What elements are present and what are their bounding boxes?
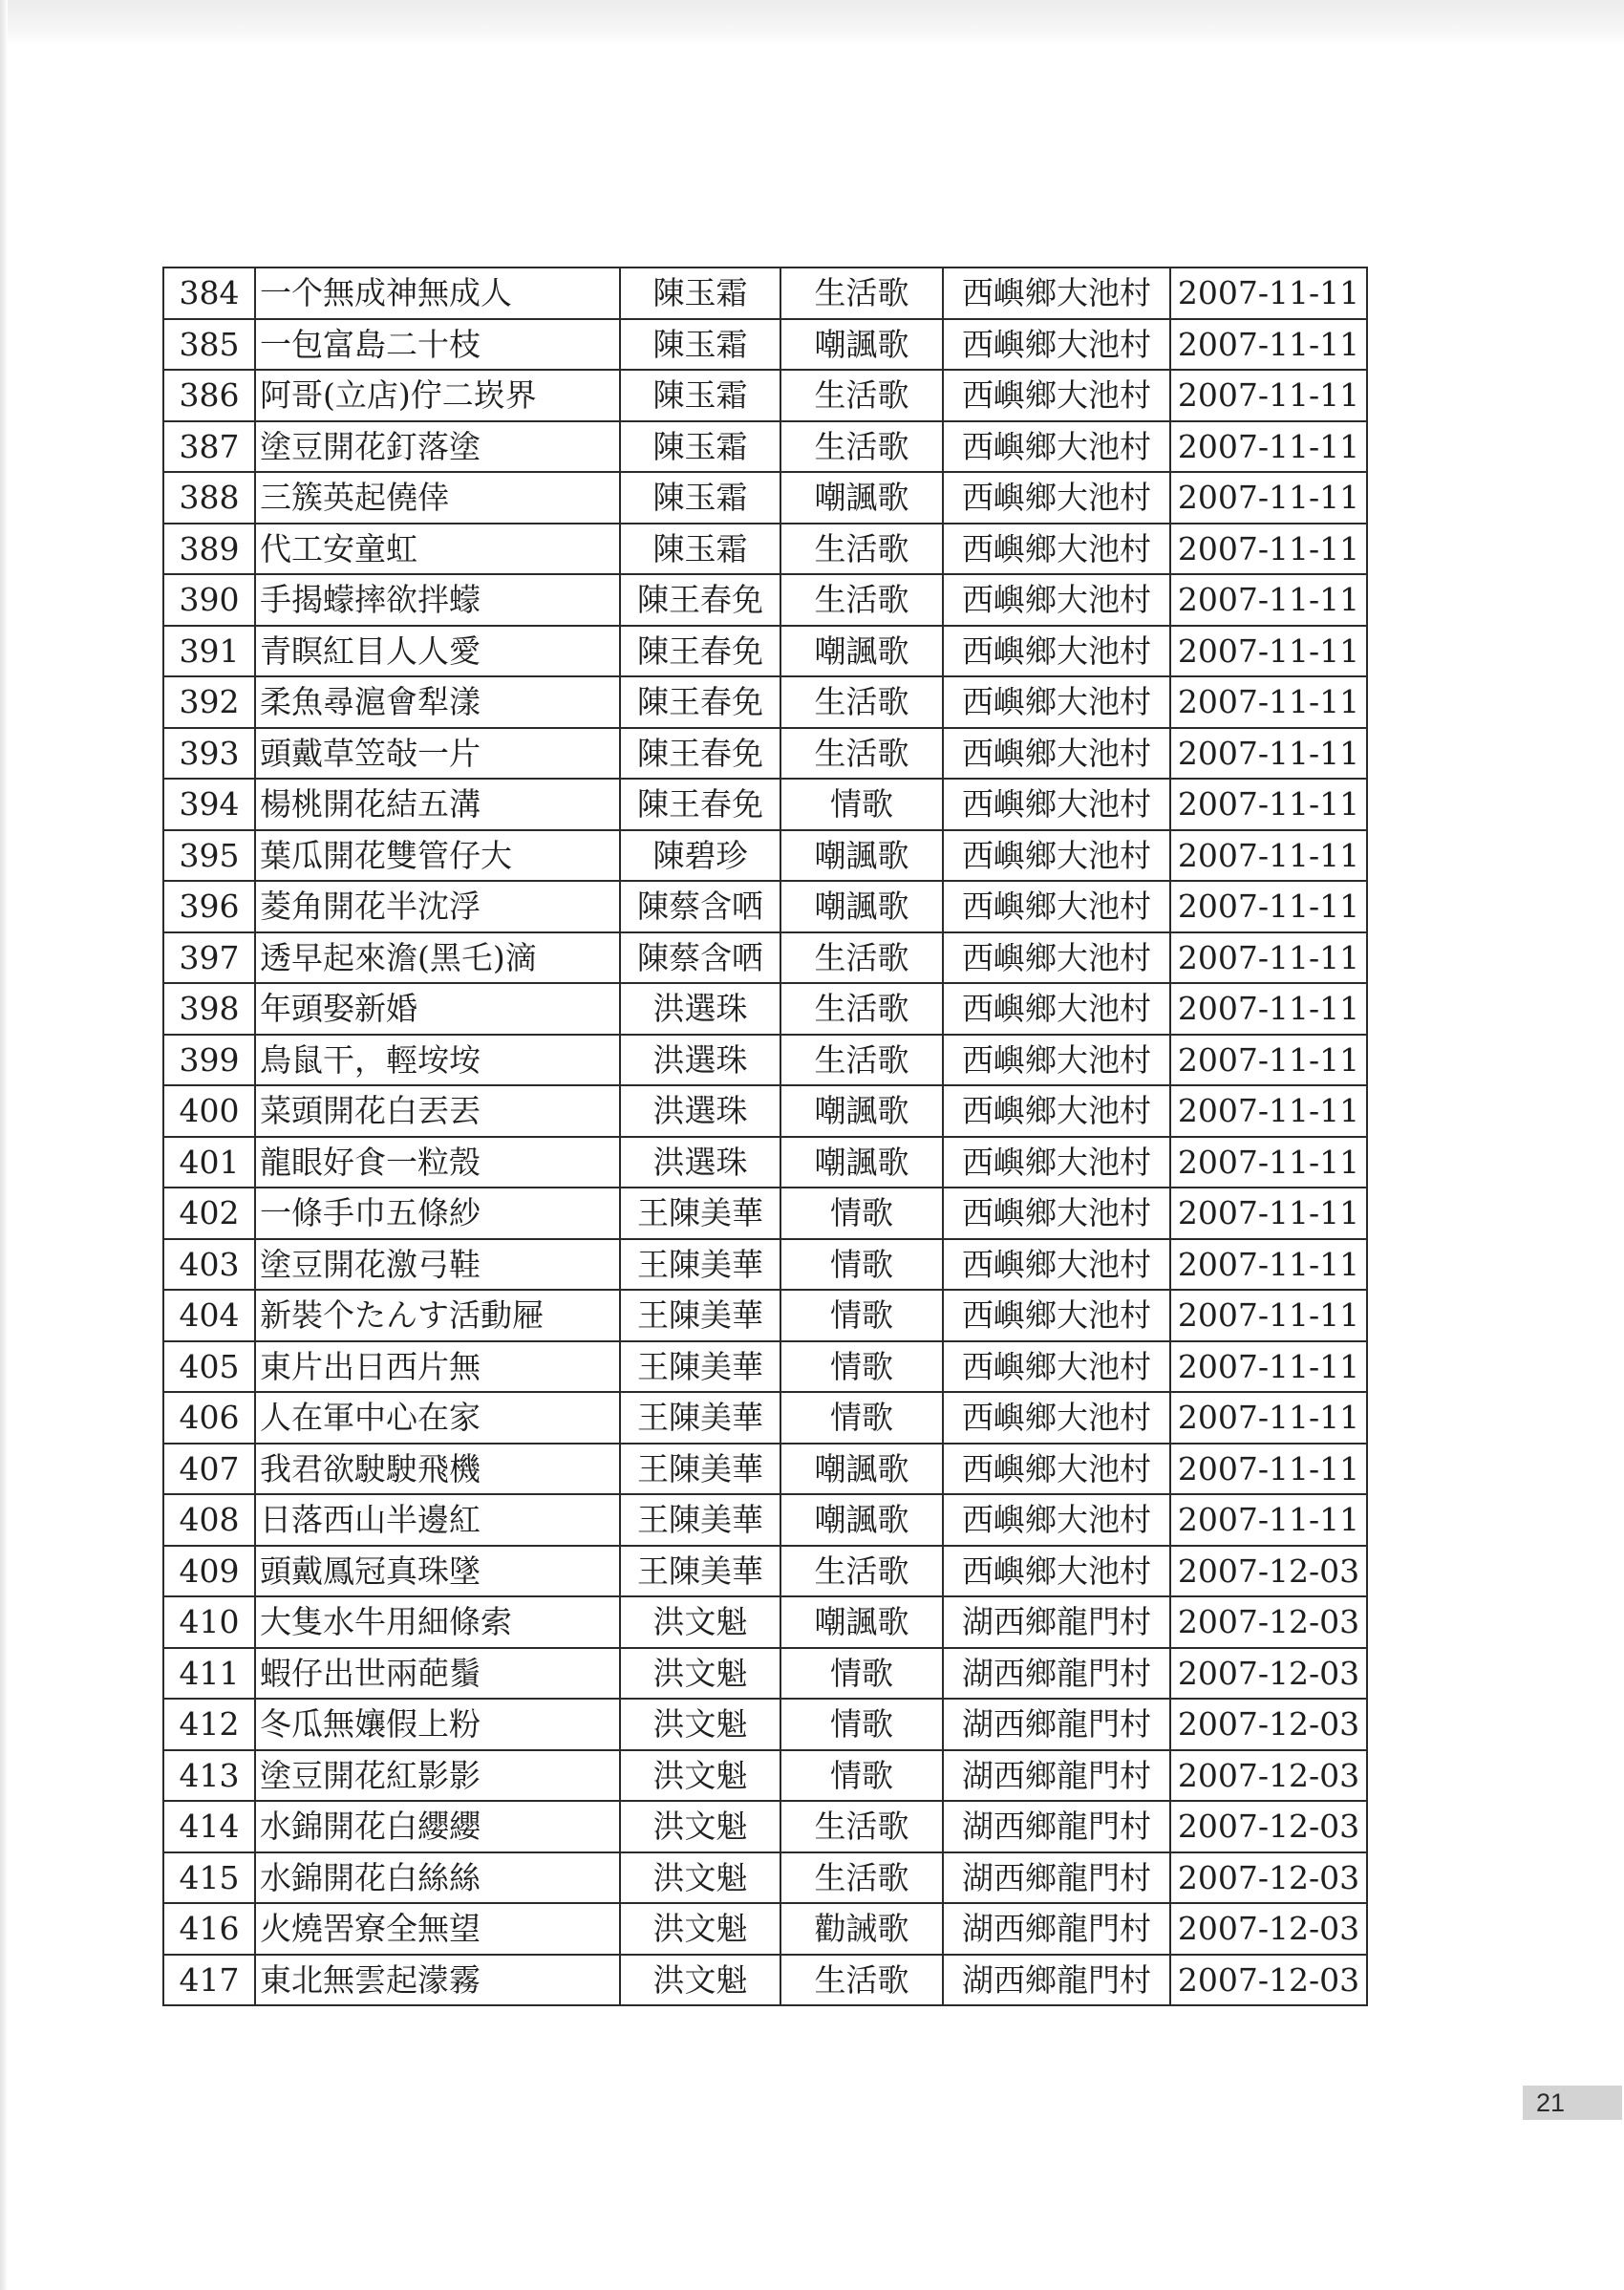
table-row — [163, 1546, 1367, 1597]
genre-cell: 生活歌 — [780, 1035, 943, 1086]
row-number-cell: 409 — [163, 1546, 255, 1597]
date-cell: 2007-11-11 — [1170, 1137, 1367, 1188]
date-cell: 2007-11-11 — [1170, 268, 1367, 319]
row-number-cell: 415 — [163, 1852, 255, 1904]
genre-cell: 嘲諷歌 — [780, 1444, 943, 1495]
table-row — [163, 1137, 1367, 1188]
date-cell: 2007-11-11 — [1170, 728, 1367, 780]
date-cell: 2007-11-11 — [1170, 626, 1367, 677]
singer-cell: 王陳美華 — [620, 1494, 780, 1546]
genre-cell: 嘲諷歌 — [780, 626, 943, 677]
song-table-body — [163, 268, 1367, 2005]
table-row — [163, 524, 1367, 575]
row-number-cell: 410 — [163, 1596, 255, 1648]
date-cell: 2007-12-03 — [1170, 1648, 1367, 1700]
singer-cell: 陳蔡含哂 — [620, 932, 780, 984]
genre-cell: 嘲諷歌 — [780, 472, 943, 524]
location-cell: 西嶼鄉大池村 — [943, 524, 1170, 575]
genre-cell: 生活歌 — [780, 370, 943, 421]
song-title-cell: 新裝个たんす活動屜 — [255, 1290, 620, 1341]
genre-cell: 嘲諷歌 — [780, 830, 943, 882]
date-cell: 2007-11-11 — [1170, 1341, 1367, 1393]
genre-cell: 勸誡歌 — [780, 1903, 943, 1955]
genre-cell: 情歌 — [780, 1188, 943, 1239]
singer-cell: 王陳美華 — [620, 1188, 780, 1239]
song-title-cell: 東北無雲起濛霧 — [255, 1955, 620, 2006]
genre-cell: 生活歌 — [780, 1852, 943, 1904]
singer-cell: 洪選珠 — [620, 983, 780, 1035]
song-title-cell: 頭戴鳳冠真珠墜 — [255, 1546, 620, 1597]
singer-cell: 洪文魁 — [620, 1750, 780, 1802]
song-title-cell: 菜頭開花白丟丟 — [255, 1085, 620, 1137]
song-title-cell: 柔魚尋滬會犁漾 — [255, 676, 620, 728]
singer-cell: 洪文魁 — [620, 1955, 780, 2006]
date-cell: 2007-11-11 — [1170, 1290, 1367, 1341]
location-cell: 西嶼鄉大池村 — [943, 1239, 1170, 1291]
song-title-cell: 水錦開花白絲絲 — [255, 1852, 620, 1904]
page-top-band — [0, 0, 1624, 46]
singer-cell: 王陳美華 — [620, 1290, 780, 1341]
date-cell: 2007-11-11 — [1170, 524, 1367, 575]
genre-cell: 生活歌 — [780, 676, 943, 728]
location-cell: 西嶼鄉大池村 — [943, 626, 1170, 677]
location-cell: 西嶼鄉大池村 — [943, 574, 1170, 626]
song-title-cell: 大隻水牛用細條索 — [255, 1596, 620, 1648]
date-cell: 2007-12-03 — [1170, 1801, 1367, 1852]
singer-cell: 陳玉霜 — [620, 370, 780, 421]
genre-cell: 情歌 — [780, 1341, 943, 1393]
song-title-cell: 代工安童虹 — [255, 524, 620, 575]
location-cell: 西嶼鄉大池村 — [943, 1392, 1170, 1444]
table-row — [163, 1648, 1367, 1700]
singer-cell: 洪文魁 — [620, 1801, 780, 1852]
date-cell: 2007-11-11 — [1170, 932, 1367, 984]
row-number-cell: 413 — [163, 1750, 255, 1802]
singer-cell: 陳蔡含哂 — [620, 881, 780, 932]
row-number-cell: 412 — [163, 1699, 255, 1750]
row-number-cell: 416 — [163, 1903, 255, 1955]
singer-cell: 洪選珠 — [620, 1035, 780, 1086]
singer-cell: 陳王春免 — [620, 728, 780, 780]
song-table — [162, 267, 1368, 2006]
location-cell: 西嶼鄉大池村 — [943, 472, 1170, 524]
location-cell: 西嶼鄉大池村 — [943, 676, 1170, 728]
date-cell: 2007-12-03 — [1170, 1699, 1367, 1750]
singer-cell: 陳王春免 — [620, 626, 780, 677]
song-title-cell: 年頭娶新婚 — [255, 983, 620, 1035]
row-number-cell: 397 — [163, 932, 255, 984]
genre-cell: 生活歌 — [780, 983, 943, 1035]
row-number-cell: 408 — [163, 1494, 255, 1546]
song-title-cell: 冬瓜無孃假上粉 — [255, 1699, 620, 1750]
row-number-cell: 389 — [163, 524, 255, 575]
table-row — [163, 1596, 1367, 1648]
row-number-cell: 385 — [163, 319, 255, 371]
location-cell: 西嶼鄉大池村 — [943, 1494, 1170, 1546]
genre-cell: 生活歌 — [780, 728, 943, 780]
date-cell: 2007-11-11 — [1170, 1444, 1367, 1495]
location-cell: 西嶼鄉大池村 — [943, 728, 1170, 780]
row-number-cell: 401 — [163, 1137, 255, 1188]
date-cell: 2007-11-11 — [1170, 370, 1367, 421]
location-cell: 西嶼鄉大池村 — [943, 932, 1170, 984]
location-cell: 西嶼鄉大池村 — [943, 268, 1170, 319]
date-cell: 2007-11-11 — [1170, 676, 1367, 728]
location-cell: 西嶼鄉大池村 — [943, 370, 1170, 421]
table-row — [163, 1188, 1367, 1239]
row-number-cell: 386 — [163, 370, 255, 421]
date-cell: 2007-12-03 — [1170, 1750, 1367, 1802]
row-number-cell: 405 — [163, 1341, 255, 1393]
date-cell: 2007-11-11 — [1170, 1035, 1367, 1086]
song-title-cell: 楊桃開花結五溝 — [255, 779, 620, 830]
singer-cell: 洪文魁 — [620, 1699, 780, 1750]
genre-cell: 嘲諷歌 — [780, 319, 943, 371]
genre-cell: 嘲諷歌 — [780, 1137, 943, 1188]
date-cell: 2007-11-11 — [1170, 983, 1367, 1035]
table-row — [163, 1955, 1367, 2006]
genre-cell: 生活歌 — [780, 1955, 943, 2006]
table-row — [163, 319, 1367, 371]
singer-cell: 陳玉霜 — [620, 319, 780, 371]
singer-cell: 洪文魁 — [620, 1596, 780, 1648]
location-cell: 西嶼鄉大池村 — [943, 779, 1170, 830]
singer-cell: 陳玉霜 — [620, 472, 780, 524]
location-cell: 湖西鄉龍門村 — [943, 1750, 1170, 1802]
genre-cell: 嘲諷歌 — [780, 1494, 943, 1546]
table-row — [163, 983, 1367, 1035]
singer-cell: 王陳美華 — [620, 1444, 780, 1495]
location-cell: 湖西鄉龍門村 — [943, 1852, 1170, 1904]
table-row — [163, 1801, 1367, 1852]
genre-cell: 生活歌 — [780, 268, 943, 319]
row-number-cell: 395 — [163, 830, 255, 882]
location-cell: 湖西鄉龍門村 — [943, 1648, 1170, 1700]
song-title-cell: 青瞑紅目人人愛 — [255, 626, 620, 677]
row-number-cell: 384 — [163, 268, 255, 319]
table-row — [163, 1852, 1367, 1904]
singer-cell: 洪選珠 — [620, 1137, 780, 1188]
date-cell: 2007-11-11 — [1170, 1085, 1367, 1137]
singer-cell: 陳玉霜 — [620, 268, 780, 319]
date-cell: 2007-11-11 — [1170, 1392, 1367, 1444]
genre-cell: 生活歌 — [780, 574, 943, 626]
date-cell: 2007-11-11 — [1170, 881, 1367, 932]
table-row — [163, 1392, 1367, 1444]
table-row — [163, 1750, 1367, 1802]
song-title-cell: 人在軍中心在家 — [255, 1392, 620, 1444]
page-number: 21 — [1523, 2086, 1622, 2120]
date-cell: 2007-11-11 — [1170, 830, 1367, 882]
singer-cell: 陳碧珍 — [620, 830, 780, 882]
genre-cell: 嘲諷歌 — [780, 1085, 943, 1137]
song-title-cell: 日落西山半邊紅 — [255, 1494, 620, 1546]
location-cell: 西嶼鄉大池村 — [943, 1188, 1170, 1239]
song-title-cell: 塗豆開花釘落塗 — [255, 421, 620, 473]
song-title-cell: 一个無成神無成人 — [255, 268, 620, 319]
song-title-cell: 頭戴草笠敧一片 — [255, 728, 620, 780]
row-number-cell: 390 — [163, 574, 255, 626]
song-title-cell: 水錦開花白纓纓 — [255, 1801, 620, 1852]
table-row — [163, 472, 1367, 524]
location-cell: 西嶼鄉大池村 — [943, 1546, 1170, 1597]
date-cell: 2007-11-11 — [1170, 1188, 1367, 1239]
location-cell: 西嶼鄉大池村 — [943, 1341, 1170, 1393]
table-row — [163, 370, 1367, 421]
song-title-cell: 我君欲駛駛飛機 — [255, 1444, 620, 1495]
date-cell: 2007-12-03 — [1170, 1852, 1367, 1904]
row-number-cell: 387 — [163, 421, 255, 473]
table-row — [163, 1699, 1367, 1750]
table-row — [163, 676, 1367, 728]
genre-cell: 情歌 — [780, 1648, 943, 1700]
table-row — [163, 1494, 1367, 1546]
singer-cell: 陳王春免 — [620, 779, 780, 830]
location-cell: 西嶼鄉大池村 — [943, 1444, 1170, 1495]
location-cell: 西嶼鄉大池村 — [943, 1137, 1170, 1188]
song-title-cell: 蝦仔出世兩葩鬚 — [255, 1648, 620, 1700]
table-row — [163, 1903, 1367, 1955]
song-title-cell: 一條手巾五條紗 — [255, 1188, 620, 1239]
table-row — [163, 1239, 1367, 1291]
date-cell: 2007-12-03 — [1170, 1546, 1367, 1597]
date-cell: 2007-11-11 — [1170, 1494, 1367, 1546]
table-row — [163, 268, 1367, 319]
table-row — [163, 881, 1367, 932]
genre-cell: 嘲諷歌 — [780, 1596, 943, 1648]
singer-cell: 王陳美華 — [620, 1392, 780, 1444]
singer-cell: 陳玉霜 — [620, 524, 780, 575]
song-title-cell: 塗豆開花激弓鞋 — [255, 1239, 620, 1291]
genre-cell: 嘲諷歌 — [780, 881, 943, 932]
row-number-cell: 398 — [163, 983, 255, 1035]
row-number-cell: 411 — [163, 1648, 255, 1700]
table-row — [163, 574, 1367, 626]
singer-cell: 王陳美華 — [620, 1341, 780, 1393]
genre-cell: 情歌 — [780, 1290, 943, 1341]
date-cell: 2007-12-03 — [1170, 1955, 1367, 2006]
table-row — [163, 1444, 1367, 1495]
date-cell: 2007-12-03 — [1170, 1596, 1367, 1648]
date-cell: 2007-11-11 — [1170, 779, 1367, 830]
singer-cell: 洪文魁 — [620, 1648, 780, 1700]
genre-cell: 生活歌 — [780, 1546, 943, 1597]
singer-cell: 王陳美華 — [620, 1546, 780, 1597]
date-cell: 2007-11-11 — [1170, 574, 1367, 626]
table-row — [163, 626, 1367, 677]
song-title-cell: 一包富島二十枝 — [255, 319, 620, 371]
row-number-cell: 402 — [163, 1188, 255, 1239]
date-cell: 2007-12-03 — [1170, 1903, 1367, 1955]
location-cell: 西嶼鄉大池村 — [943, 1085, 1170, 1137]
table-row — [163, 1035, 1367, 1086]
song-title-cell: 塗豆開花紅影影 — [255, 1750, 620, 1802]
song-title-cell: 火燒罟寮全無望 — [255, 1903, 620, 1955]
row-number-cell: 400 — [163, 1085, 255, 1137]
row-number-cell: 399 — [163, 1035, 255, 1086]
location-cell: 湖西鄉龍門村 — [943, 1596, 1170, 1648]
singer-cell: 洪選珠 — [620, 1085, 780, 1137]
table-row — [163, 728, 1367, 780]
song-title-cell: 手揭蠓摔欲拌蠓 — [255, 574, 620, 626]
page-left-edge-shadow — [0, 0, 8, 2290]
location-cell: 湖西鄉龍門村 — [943, 1955, 1170, 2006]
genre-cell: 生活歌 — [780, 1801, 943, 1852]
genre-cell: 情歌 — [780, 779, 943, 830]
genre-cell: 情歌 — [780, 1699, 943, 1750]
row-number-cell: 391 — [163, 626, 255, 677]
location-cell: 西嶼鄉大池村 — [943, 830, 1170, 882]
row-number-cell: 392 — [163, 676, 255, 728]
row-number-cell: 388 — [163, 472, 255, 524]
row-number-cell: 404 — [163, 1290, 255, 1341]
location-cell: 西嶼鄉大池村 — [943, 421, 1170, 473]
song-title-cell: 葉瓜開花雙管仔大 — [255, 830, 620, 882]
table-row — [163, 1341, 1367, 1393]
row-number-cell: 417 — [163, 1955, 255, 2006]
genre-cell: 生活歌 — [780, 932, 943, 984]
genre-cell: 生活歌 — [780, 421, 943, 473]
table-row — [163, 421, 1367, 473]
singer-cell: 陳王春免 — [620, 676, 780, 728]
table-row — [163, 830, 1367, 882]
genre-cell: 情歌 — [780, 1392, 943, 1444]
location-cell: 西嶼鄉大池村 — [943, 319, 1170, 371]
date-cell: 2007-11-11 — [1170, 421, 1367, 473]
location-cell: 西嶼鄉大池村 — [943, 881, 1170, 932]
row-number-cell: 396 — [163, 881, 255, 932]
row-number-cell: 403 — [163, 1239, 255, 1291]
song-title-cell: 菱角開花半沈浮 — [255, 881, 620, 932]
genre-cell: 生活歌 — [780, 524, 943, 575]
location-cell: 西嶼鄉大池村 — [943, 1035, 1170, 1086]
location-cell: 西嶼鄉大池村 — [943, 1290, 1170, 1341]
singer-cell: 王陳美華 — [620, 1239, 780, 1291]
table-row — [163, 1290, 1367, 1341]
genre-cell: 情歌 — [780, 1750, 943, 1802]
date-cell: 2007-11-11 — [1170, 1239, 1367, 1291]
table-row — [163, 932, 1367, 984]
song-title-cell: 阿哥(立店)佇二崁界 — [255, 370, 620, 421]
location-cell: 湖西鄉龍門村 — [943, 1903, 1170, 1955]
singer-cell: 陳王春免 — [620, 574, 780, 626]
song-title-cell: 透早起來澹(黑乇)滴 — [255, 932, 620, 984]
singer-cell: 洪文魁 — [620, 1903, 780, 1955]
singer-cell: 陳玉霜 — [620, 421, 780, 473]
date-cell: 2007-11-11 — [1170, 319, 1367, 371]
row-number-cell: 393 — [163, 728, 255, 780]
row-number-cell: 407 — [163, 1444, 255, 1495]
row-number-cell: 406 — [163, 1392, 255, 1444]
singer-cell: 洪文魁 — [620, 1852, 780, 1904]
song-title-cell: 三簇英起僥倖 — [255, 472, 620, 524]
row-number-cell: 394 — [163, 779, 255, 830]
location-cell: 湖西鄉龍門村 — [943, 1699, 1170, 1750]
location-cell: 西嶼鄉大池村 — [943, 983, 1170, 1035]
song-title-cell: 龍眼好食一粒殼 — [255, 1137, 620, 1188]
date-cell: 2007-11-11 — [1170, 472, 1367, 524]
song-title-cell: 東片出日西片無 — [255, 1341, 620, 1393]
location-cell: 湖西鄉龍門村 — [943, 1801, 1170, 1852]
genre-cell: 情歌 — [780, 1239, 943, 1291]
table-row — [163, 779, 1367, 830]
table-row — [163, 1085, 1367, 1137]
song-title-cell: 鳥鼠干，輕垵垵 — [255, 1035, 620, 1086]
row-number-cell: 414 — [163, 1801, 255, 1852]
